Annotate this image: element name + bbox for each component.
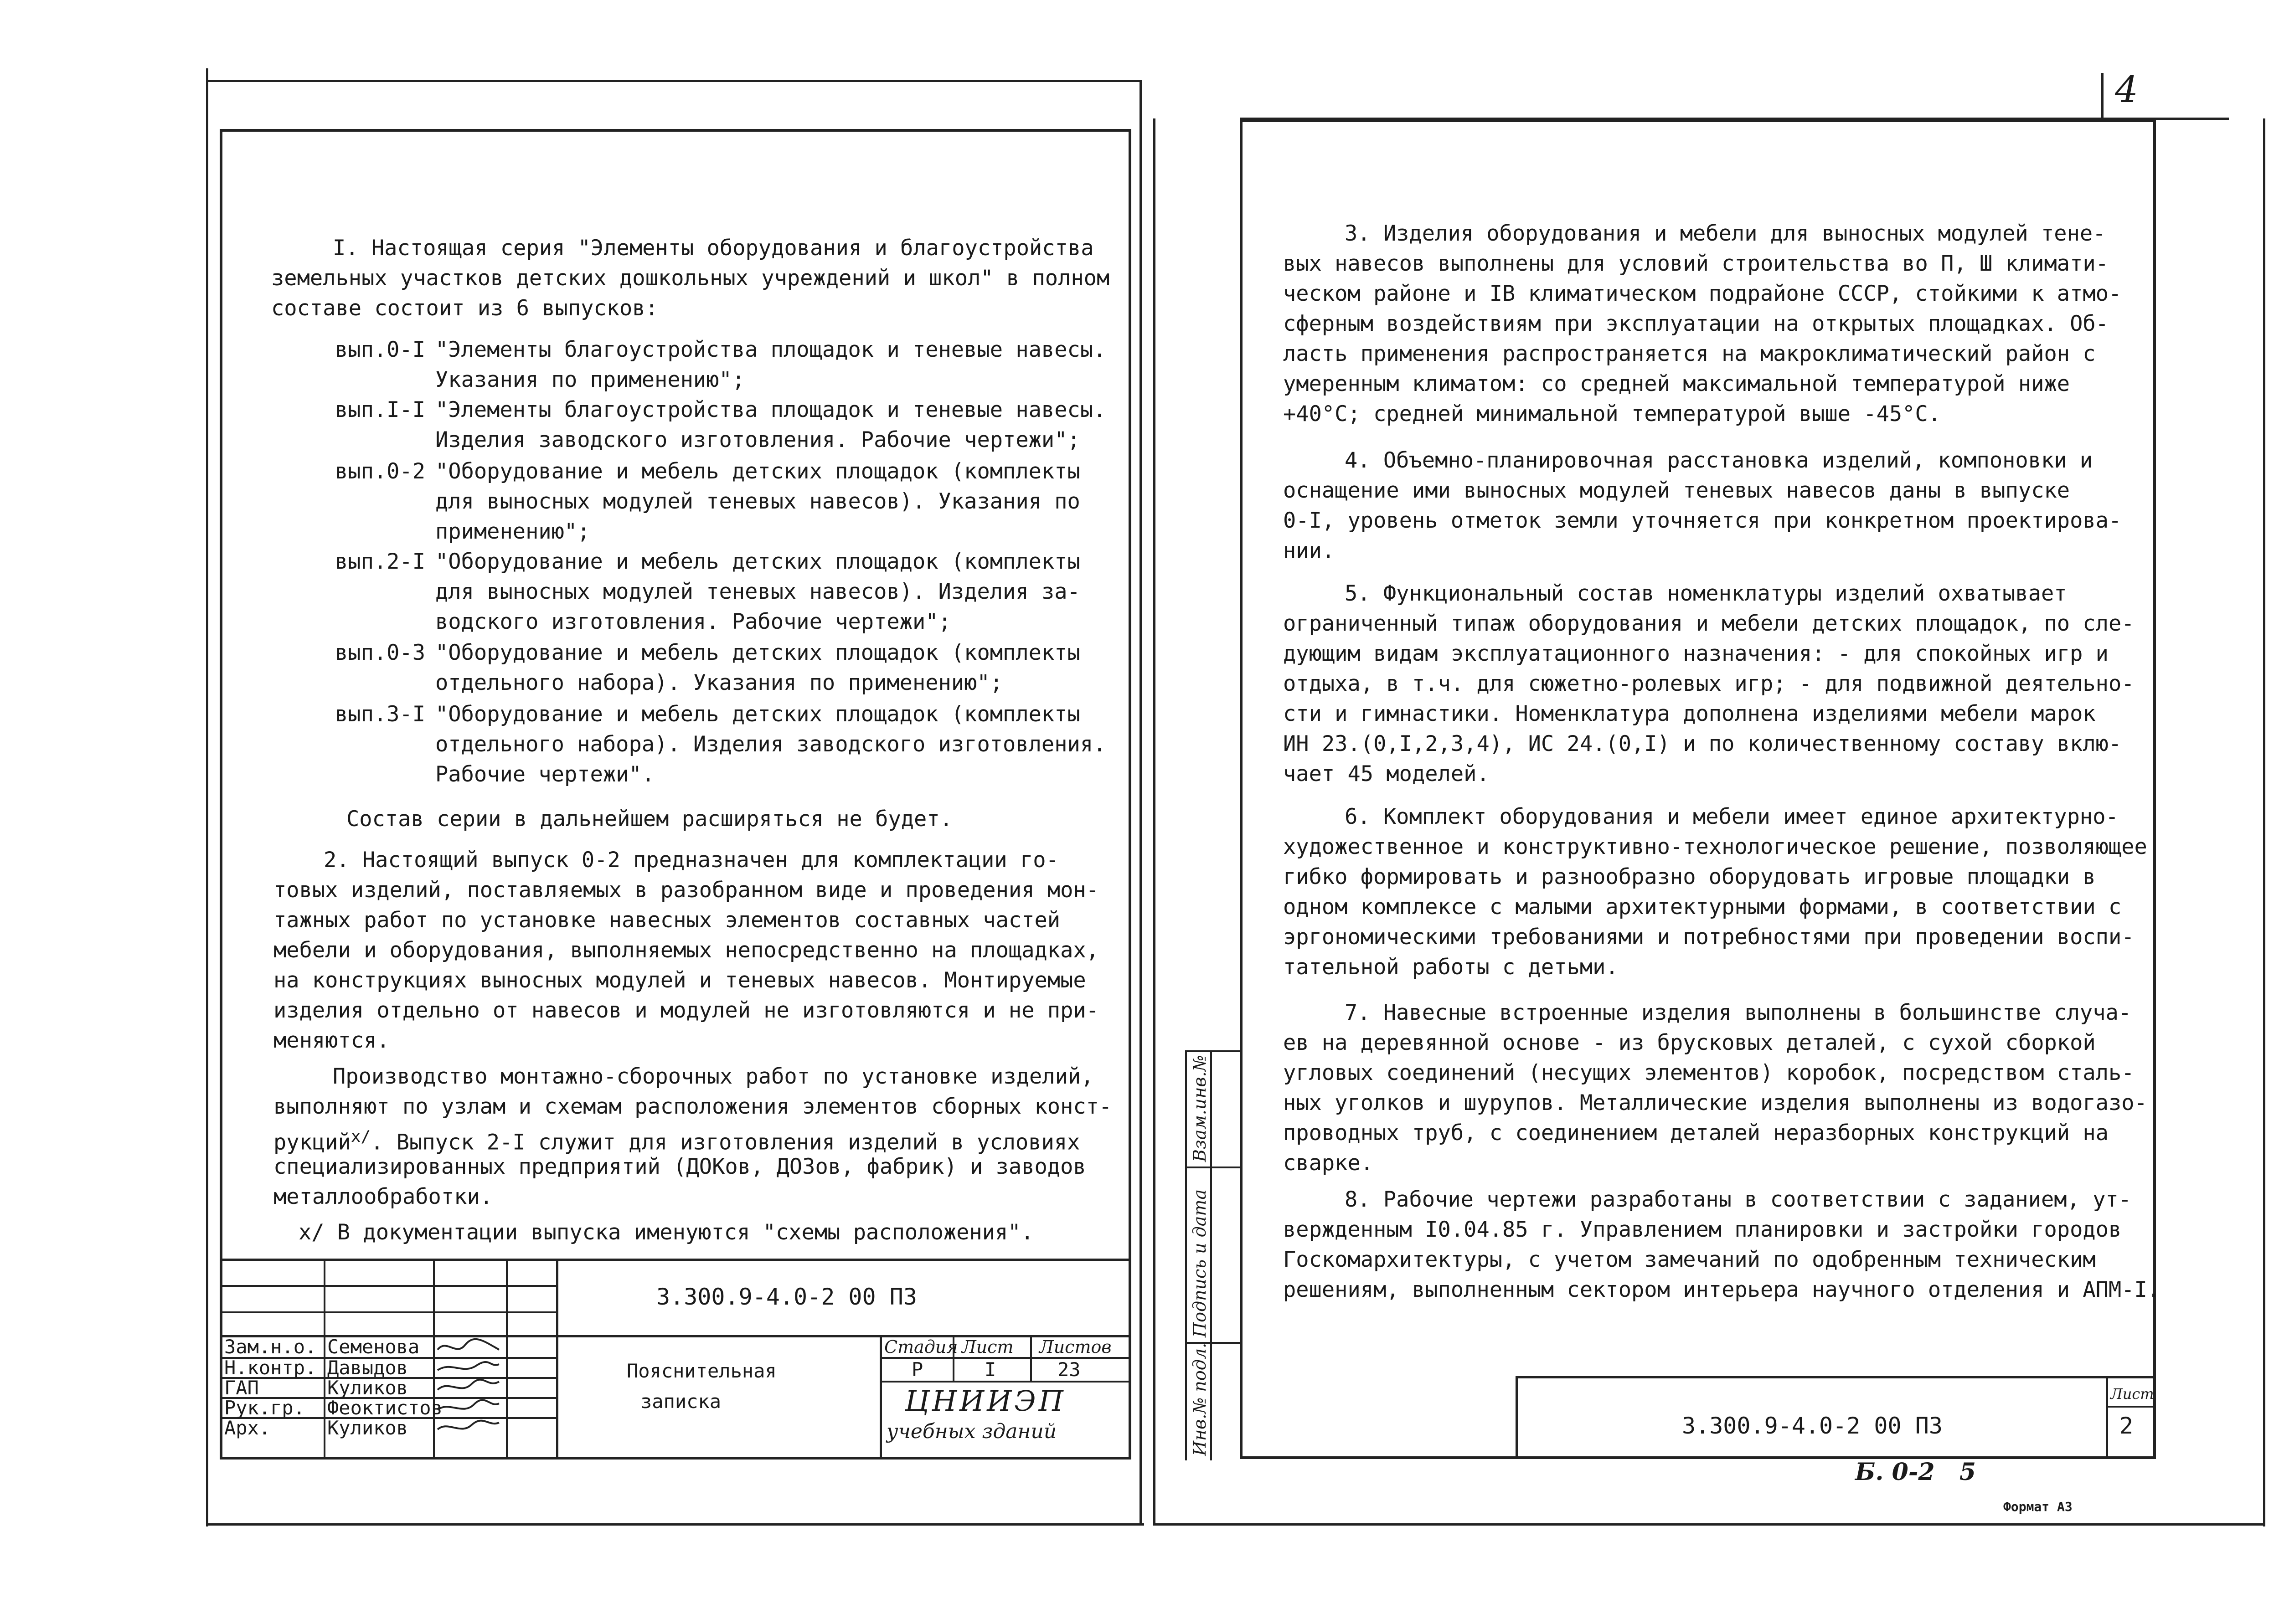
side-stamp-top-line	[1185, 1050, 1240, 1052]
tb-doc-title-2: записка	[640, 1390, 722, 1413]
left-para3-line-3-start: рукций	[273, 1130, 351, 1155]
right-para3-line: 3. Изделия оборудования и мебели для выносных модулей тене-	[1345, 221, 2106, 246]
tb-col-line	[506, 1259, 508, 1459]
series-note: Состав серии в дальнейшем расширяться не будет.	[346, 807, 953, 832]
left-para2-line-2: товых изделий, поставляемых в разобранном виде и проведения мон-	[273, 878, 1099, 903]
left-outer-left-edge	[206, 68, 208, 1526]
signature-mark	[438, 1339, 499, 1350]
right-para5-line: дующим видам эксплуатационного назначения: - для спокойных игр и	[1283, 641, 2109, 666]
right-para6-line: художественное и конструктивно-технологическое решение, позволяющее	[1283, 834, 2147, 859]
right-para3-line: вых навесов выполнены для условий строительства во П, Ш климати-	[1283, 251, 2109, 276]
tb-name: Давыдов	[327, 1357, 408, 1379]
tb-name: Феоктистов	[327, 1397, 443, 1419]
left-para2-line-7: меняются.	[273, 1028, 390, 1053]
side-stamp-outer-line	[1185, 1050, 1187, 1460]
right-para6-line: 6. Комплект оборудования и мебели имеет единое архитектурно-	[1345, 804, 2119, 829]
signature-mark	[438, 1362, 499, 1370]
side-stamp-inner-line	[1210, 1050, 1212, 1460]
right-para5-line: 5. Функциональный состав номенклатуры изделий охватывает	[1345, 581, 2067, 606]
tb-header-sheet: Лист	[962, 1337, 1014, 1357]
tb-right-row-line	[880, 1381, 1131, 1382]
right-para8-line: решениям, выполненным сектором интерьера научного отделения и АПМ-I.	[1283, 1277, 2160, 1302]
right-para7-line: ев на деревянной основе - из брусковых деталей, с сухой сборкой	[1283, 1030, 2096, 1055]
page-number: 4	[2115, 68, 2138, 111]
center-fold-line-1	[1140, 80, 1142, 1524]
tb-col-line	[1030, 1335, 1032, 1381]
issue-code: вып.0-I	[335, 337, 426, 362]
right-para4-line: 0-I, уровень отметок земли уточняется при конкретном проектирова-	[1283, 508, 2122, 533]
rtb-top-line	[1516, 1376, 2156, 1378]
signature-mark	[438, 1380, 499, 1390]
left-para2-line-4: мебели и оборудования, выполняемых непосредственно на площадках,	[273, 938, 1099, 963]
issue-text: "Оборудование и мебель детских площадок (комплекты	[435, 702, 1080, 727]
issue-code: вып.I-I	[335, 397, 426, 422]
right-para5-line: ИН 23.(0,I,2,3,4), ИС 24.(0,I) и по количественному составу вклю-	[1283, 731, 2122, 756]
left-bottom-edge	[207, 1523, 1144, 1526]
right-para3-line: умеренным климатом: со средней максимальной температурой ниже	[1283, 371, 2070, 396]
side-label-replaced-inv: Взам.инв.№	[1190, 1055, 1210, 1162]
left-para2-line-5: на конструкциях выносных модулей и теневых навесов. Монтируемые	[273, 968, 1086, 993]
rtb-sheet-row	[2106, 1406, 2156, 1408]
tb-org-1: ЦНИИЭП	[905, 1384, 1066, 1418]
tb-role: Рук.гр.	[224, 1397, 305, 1419]
left-para1-line-2: земельных участков детских дошкольных учреждений и школ" в полном	[271, 266, 1110, 291]
tb-value-sheet: I	[985, 1358, 996, 1381]
left-para3-line-2: выполняют по узлам и схемам расположения элементов сборных конст-	[273, 1094, 1112, 1119]
rtb-left-line	[1516, 1376, 1518, 1459]
right-para4-line: оснащение ими выносных модулей теневых навесов даны в выпуске	[1283, 478, 2070, 503]
issue-code: вып.2-I	[335, 549, 426, 574]
issue-text: для выносных модулей теневых навесов). Изделия за-	[435, 579, 1080, 604]
center-fold-line-2	[1153, 118, 1155, 1524]
right-para4-line: нии.	[1283, 538, 1335, 563]
issue-text: водского изготовления. Рабочие чертежи";	[435, 609, 951, 634]
tb-col-line	[324, 1259, 325, 1459]
issue-code: вып.3-I	[335, 702, 426, 727]
page-number-divider	[2101, 73, 2104, 118]
right-para5-line: ограниченный типаж оборудования и мебели детских площадок, по сле-	[1283, 611, 2135, 636]
right-para7-line: проводных труб, с соединением деталей неразборных конструкций на	[1283, 1120, 2109, 1146]
right-para6-line: гибко формировать и разнообразно оборудовать игровые площадки в	[1283, 864, 2096, 889]
left-para2-line-6: изделия отдельно от навесов и модулей не изготовляются и не при-	[273, 998, 1099, 1023]
right-para5-line: сти и гимнастики. Номенклатура дополнена изделиями мебели марок	[1283, 701, 2096, 726]
right-para3-line: ческом районе и IВ климатическом подрайоне СССР, стойкими к атмо-	[1283, 281, 2122, 306]
right-outer-edge	[2263, 118, 2265, 1526]
right-para6-line: тательной работы с детьми.	[1283, 955, 1619, 980]
tb-doc-title-1: Пояснительная	[627, 1360, 777, 1382]
tb-name: Куликов	[327, 1377, 408, 1399]
tb-col-line	[433, 1259, 435, 1459]
tb-top-line	[220, 1259, 1131, 1261]
issue-code: вып.0-3	[335, 640, 426, 665]
issue-text: "Оборудование и мебель детских площадок (комплекты	[435, 459, 1080, 484]
right-bottom-edge	[1153, 1523, 2265, 1526]
signature-mark	[438, 1421, 499, 1429]
left-para2-line-3: тажных работ по установке навесных элементов составных частей	[273, 908, 1061, 933]
issue-text: Указания по применению";	[435, 367, 745, 392]
bottom-code: Б. 0-2 5	[1855, 1458, 1976, 1486]
right-para3-line: +40°С; средней минимальной температурой выше -45°С.	[1283, 401, 1941, 427]
right-para3-line: сферным воздействиям при эксплуатации на открытых площадках. Об-	[1283, 311, 2109, 336]
tb-doc-code: 3.300.9-4.0-2 00 ПЗ	[656, 1284, 917, 1310]
side-label-signature-date: Подпись и дата	[1190, 1189, 1210, 1337]
left-para3-line-3-end: . Выпуск 2-I служит для изготовления изделий в условиях	[371, 1130, 1080, 1155]
right-para7-line: 7. Навесные встроенные изделия выполнены в большинстве случа-	[1345, 1000, 2132, 1025]
footnote: x/ В документации выпуска именуются "схемы расположения".	[299, 1220, 1034, 1245]
issue-text: для выносных модулей теневых навесов). Указания по	[435, 489, 1080, 514]
right-para8-line: Госкомархитектуры, с учетом замечаний по одобренным техническим	[1283, 1247, 2096, 1272]
format-label: Формат А3	[2003, 1499, 2073, 1514]
tb-role: Арх.	[224, 1417, 271, 1439]
right-para7-line: ных уголков и шурупов. Металлические изделия выполнены из водогазо-	[1283, 1090, 2147, 1115]
left-para3-line-4: специализированных предприятий (ДОКов, ДОЗов, фабрик) и заводов	[273, 1154, 1086, 1179]
signatures	[435, 1336, 504, 1459]
tb-header-sheets: Листов	[1039, 1337, 1112, 1357]
left-para3-line-5: металлообработки.	[273, 1184, 493, 1209]
tb-name: Семенова	[327, 1336, 420, 1358]
issue-text: "Элементы благоустройства площадок и теневые навесы.	[435, 397, 1106, 422]
right-para7-line: сварке.	[1283, 1151, 1374, 1176]
tb-role: Н.контр.	[224, 1357, 317, 1379]
issue-text: отдельного набора). Указания по применению";	[435, 670, 1003, 695]
left-para2-line-1: 2. Настоящий выпуск 0-2 предназначен для комплектации го-	[324, 848, 1059, 873]
tb-role: ГАП	[224, 1377, 259, 1399]
right-para8-line: 8. Рабочие чертежи разработаны в соответствии с заданием, ут-	[1345, 1187, 2132, 1212]
rtb-sheet-label: Лист	[2110, 1385, 2154, 1403]
right-para8-line: вержденным I0.04.85 г. Управлением планировки и застройки городов	[1283, 1217, 2122, 1242]
issue-text: "Оборудование и мебель детских площадок (комплекты	[435, 640, 1080, 665]
rtb-sheet-col	[2106, 1376, 2108, 1459]
right-para5-line: чает 45 моделей.	[1283, 761, 1490, 786]
tb-header-stage: Стадия	[884, 1337, 958, 1357]
signature-mark	[438, 1400, 499, 1410]
left-para1-line-3: составе состоит из 6 выпусков:	[271, 296, 658, 321]
tb-role: Зам.н.о.	[224, 1336, 317, 1358]
tb-value-stage: Р	[912, 1358, 923, 1381]
right-para6-line: эргономическими требованиями и потребностями при проведении воспи-	[1283, 925, 2135, 950]
issue-text: Изделия заводского изготовления. Рабочие чертежи";	[435, 427, 1080, 452]
tb-name: Куликов	[327, 1417, 408, 1439]
issue-text: "Элементы благоустройства площадок и теневые навесы.	[435, 337, 1106, 362]
issue-text: "Оборудование и мебель детских площадок (комплекты	[435, 549, 1080, 574]
side-stamp-divider	[1185, 1167, 1240, 1168]
tb-col-line	[556, 1259, 558, 1459]
issue-code: вып.0-2	[335, 459, 426, 484]
left-para3-line-1: Производство монтажно-сборочных работ по установке изделий,	[333, 1064, 1094, 1089]
tb-org-2: учебных зданий	[887, 1420, 1057, 1443]
right-para4-line: 4. Объемно-планировочная расстановка изделий, компоновки и	[1345, 448, 2093, 473]
footnote-marker: x/	[351, 1127, 371, 1146]
side-label-inv-original: Инв.№ подл.	[1190, 1342, 1210, 1456]
left-top-edge	[207, 80, 1142, 82]
right-para5-line: отдыха, в т.ч. для сюжетно-ролевых игр; - для подвижной деятельно-	[1283, 671, 2135, 696]
right-para3-line: ласть применения распространяется на макроклиматический район с	[1283, 341, 2096, 366]
left-para1-line-1: I. Настоящая серия "Элементы оборудования и благоустройства	[333, 236, 1094, 261]
rtb-sheet-number: 2	[2119, 1413, 2134, 1439]
right-para6-line: одном комплексе с малыми архитектурными формами, в соответствии с	[1283, 894, 2122, 920]
issue-text: отдельного набора). Изделия заводского изготовления.	[435, 732, 1106, 757]
issue-text: Рабочие чертежи".	[435, 762, 655, 787]
issue-text: применению";	[435, 519, 590, 544]
tb-col-line	[880, 1335, 882, 1459]
tb-value-sheets: 23	[1057, 1358, 1081, 1381]
right-para7-line: угловых соединений (несущих элементов) коробок, посредством сталь-	[1283, 1060, 2135, 1085]
rtb-doc-code: 3.300.9-4.0-2 00 ПЗ	[1682, 1413, 1943, 1439]
